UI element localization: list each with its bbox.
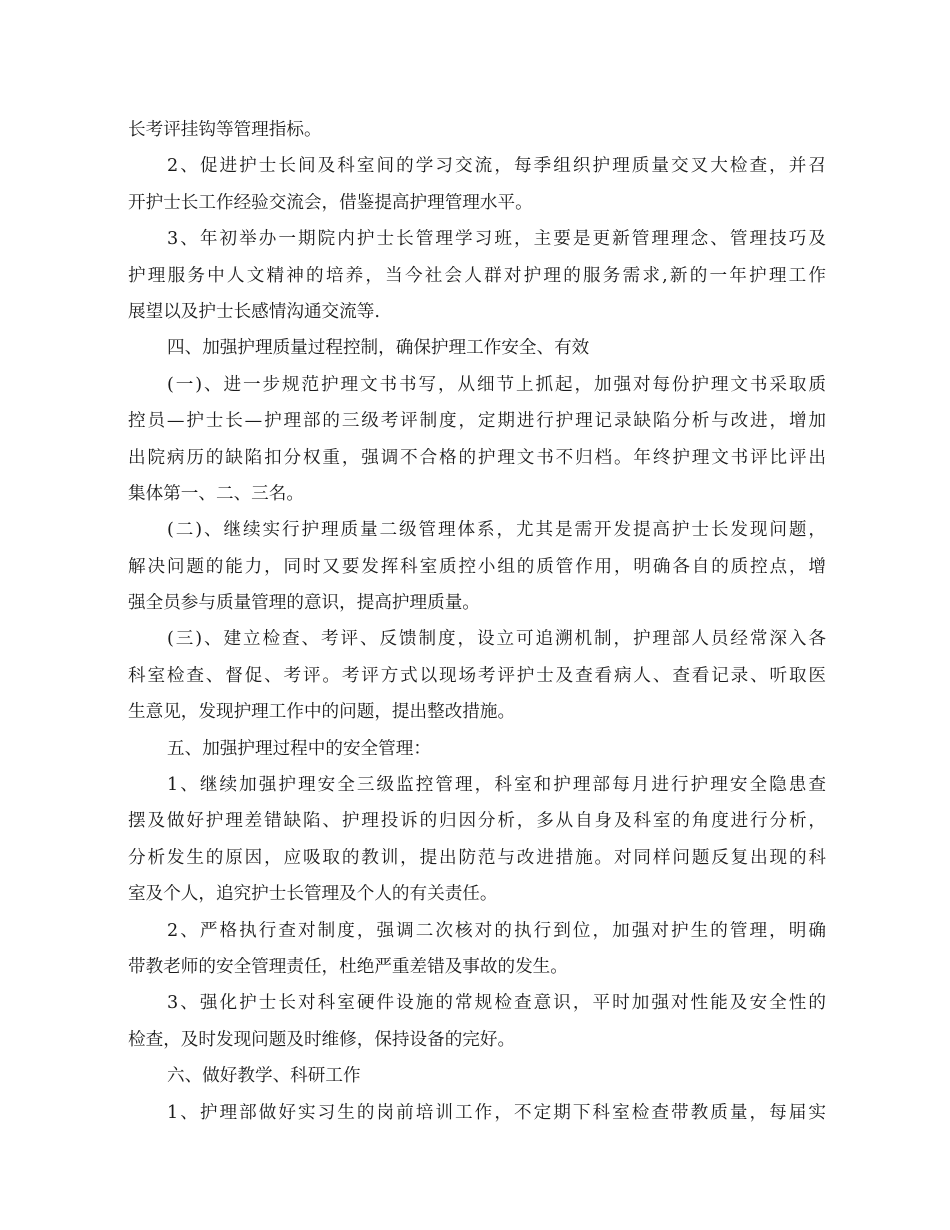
text-line: 四、加强护理质量过程控制，确保护理工作安全、有效 xyxy=(167,338,590,359)
text-line: 五、加强护理过程中的安全管理： xyxy=(167,738,431,759)
text-line: 护理服务中人文精神的培养，当今社会人群对护理的服务需求,新的一年护理工作 xyxy=(128,265,826,286)
text-line: 2、促进护士长间及科室间的学习交流，每季组织护理质量交叉大检查，并召 xyxy=(167,156,826,177)
text-line: 检查，及时发现问题及时维修，保持设备的完好。 xyxy=(128,1029,516,1050)
text-line: 开护士长工作经验交流会，借鉴提高护理管理水平。 xyxy=(128,192,533,213)
text-line: 长考评挂钩等管理指标。 xyxy=(128,120,322,140)
text-line: (一)、进一步规范护理文书书写，从细节上抓起，加强对每份护理文书采取质 xyxy=(167,374,826,395)
text-line: 1、继续加强护理安全三级监控管理，科室和护理部每月进行护理安全隐患查 xyxy=(167,775,826,796)
text-line: 强全员参与质量管理的意识，提高护理质量。 xyxy=(128,593,480,614)
text-line: 六、做好教学、科研工作 xyxy=(167,1066,361,1087)
text-line: 集体第一、二、三名。 xyxy=(128,483,304,504)
text-line: 生意见，发现护理工作中的问题，提出整改措施。 xyxy=(128,702,516,723)
text-line: 室及个人，追究护士长管理及个人的有关责任。 xyxy=(128,884,498,905)
text-line: 2、严格执行查对制度，强调二次核对的执行到位，加强对护生的管理，明确 xyxy=(167,920,826,941)
text-line: (三)、建立检查、考评、反馈制度，设立可追溯机制，护理部人员经常深入各 xyxy=(167,629,826,650)
text-line: 3、年初举办一期院内护士长管理学习班，主要是更新管理理念、管理技巧及 xyxy=(167,229,826,250)
text-line: 控员—护士长—护理部的三级考评制度，定期进行护理记录缺陷分析与改进，增加 xyxy=(128,411,826,432)
document-body xyxy=(128,112,826,1131)
text-line: 3、强化护士长对科室硬件设施的常规检查意识，平时加强对性能及安全性的 xyxy=(167,993,826,1014)
text-line: 分析发生的原因，应吸取的教训，提出防范与改进措施。对同样问题反复出现的科 xyxy=(128,847,826,868)
text-line: 摆及做好护理差错缺陷、护理投诉的归因分析，多从自身及科室的角度进行分析， xyxy=(128,811,826,832)
text-line: 科室检查、督促、考评。考评方式以现场考评护士及查看病人、查看记录、听取医 xyxy=(128,665,826,686)
text-line: 解决问题的能力，同时又要发挥科室质控小组的质管作用，明确各自的质控点，增 xyxy=(128,556,826,577)
text-line: (二)、继续实行护理质量二级管理体系，尤其是需开发提高护士长发现问题， xyxy=(167,520,826,541)
text-line: 出院病历的缺陷扣分权重，强调不合格的护理文书不归档。年终护理文书评比评出 xyxy=(128,447,826,468)
text-line: 1、护理部做好实习生的岗前培训工作，不定期下科室检查带教质量，每届实 xyxy=(167,1102,826,1123)
text-line: 带教老师的安全管理责任，杜绝严重差错及事故的发生。 xyxy=(128,956,568,977)
text-line: 展望以及护士长感情沟通交流等. xyxy=(128,301,380,322)
